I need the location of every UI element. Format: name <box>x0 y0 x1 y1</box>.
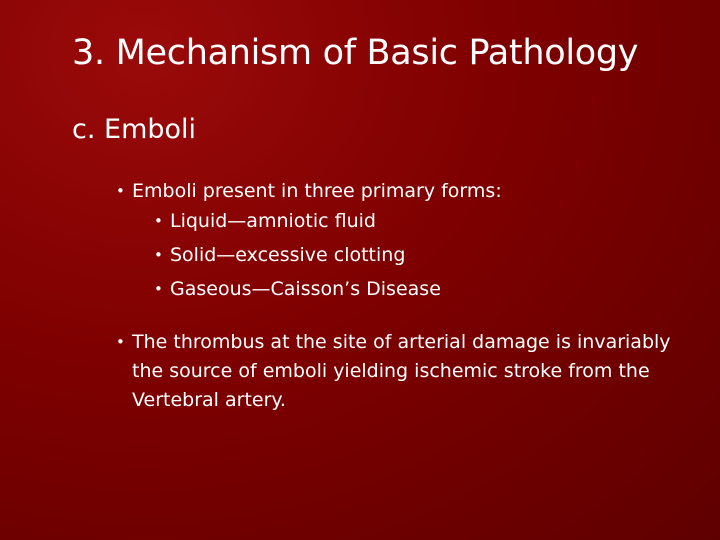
bullet-text: The thrombus at the site of arterial damage is invariably the source of emboli yielding ischemic stroke from the Vertebral artery. <box>132 331 671 411</box>
bullet-text: Emboli present in three primary forms: <box>132 180 502 202</box>
bullet-icon: • <box>154 246 163 264</box>
spacer <box>116 306 676 328</box>
bullet-item-forms <box>116 178 676 204</box>
bullet-icon: • <box>116 333 125 351</box>
sub-bullet-item-gaseous <box>154 272 676 306</box>
bullet-icon: • <box>116 182 125 200</box>
sub-bullet-text: Gaseous—Caisson’s Disease <box>170 278 441 300</box>
sub-bullet-item-solid <box>154 238 676 272</box>
slide-subtitle: c. Emboli <box>72 114 197 145</box>
sub-bullet-item-liquid <box>154 204 676 238</box>
slide-title: 3. Mechanism of Basic Pathology <box>72 33 639 73</box>
bullet-list <box>116 178 676 415</box>
sub-bullet-text: Liquid—amniotic fluid <box>170 210 376 232</box>
bullet-icon: • <box>154 212 163 230</box>
sub-bullet-text: Solid—excessive clotting <box>170 244 406 266</box>
bullet-icon: • <box>154 280 163 298</box>
bullet-item-thrombus <box>116 328 676 415</box>
